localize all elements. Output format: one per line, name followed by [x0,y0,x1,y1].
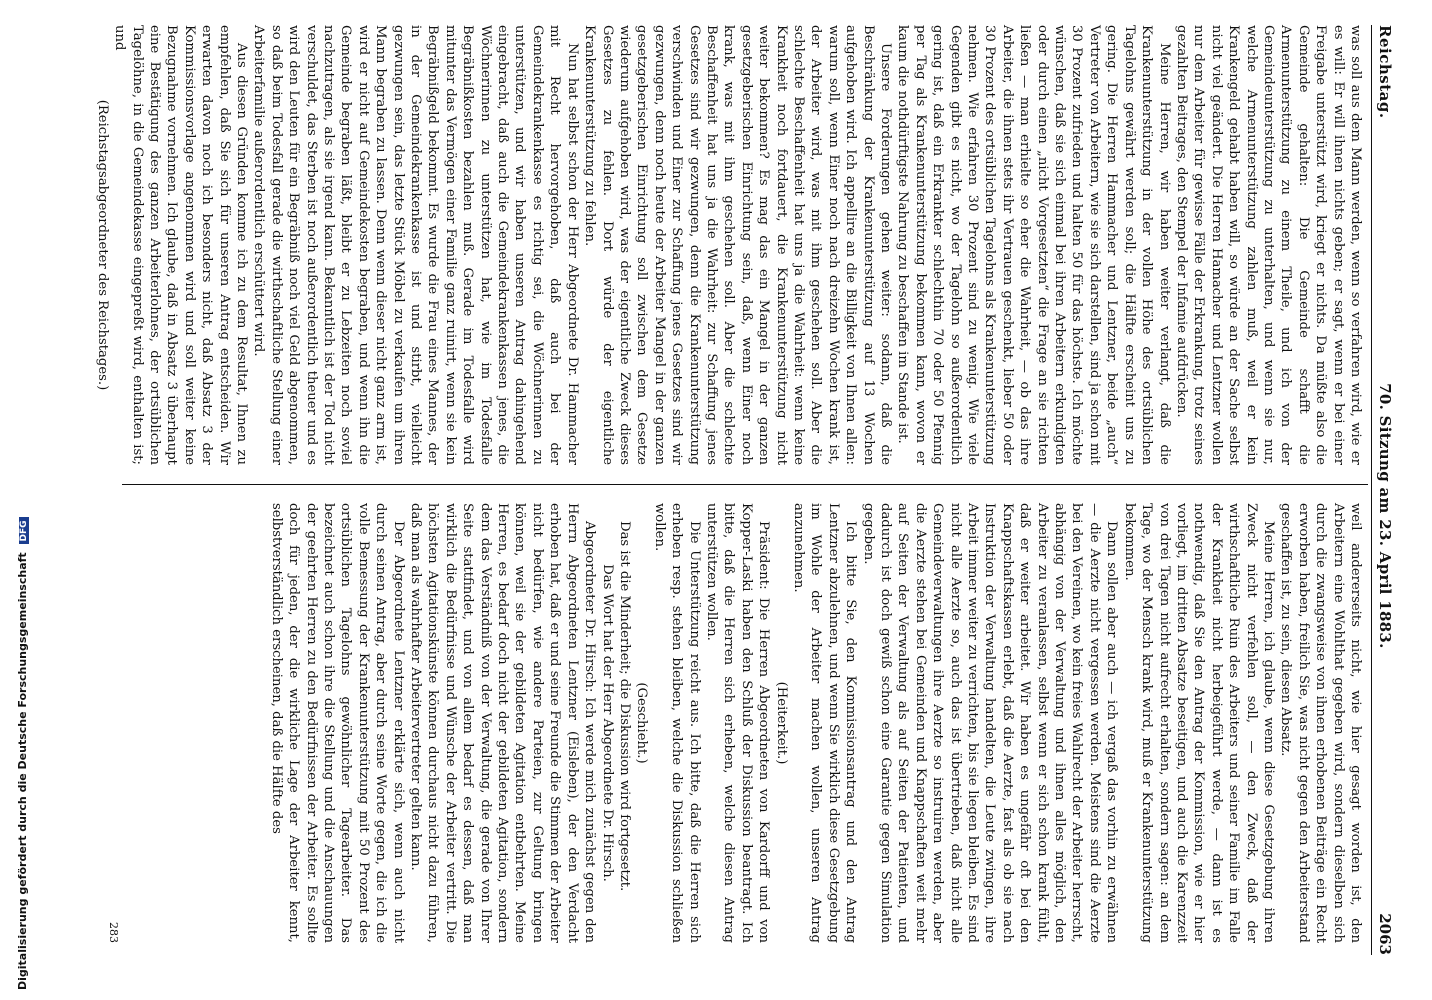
stage-direction: (Heiterkeit.) [773,681,789,765]
paragraph: Unsere Forderungen gehen weiter: sodann, daß die Beschränkung der Krankenunterstützung auf 13 Wochen aufgehoben wird. Ich appellire an die Billigkeit von Ihnen allen: warum soll, wenn Einer noch nach dreizehn Wochen krank ist, der Arbeiter wird, was mit ihm geschehen soll. Aber die schlechte Beschaffenheit hat uns ja die Wahrheit: wenn keine Krankheit noch fortdauert, die Krankenunterstützung nicht weiter bekommen? Es mag das ein Mangel in der ganzen gesetzgeberischen Einrichtung sein, daß, wenn Einer noch krank, was mit ihm geschehen soll. Aber die schlechte Beschaffenheit hat uns ja die Wahrheit: zur Schaffung jenes Gesetzes sind wir gezwungen, denn die Krankenunterstützung verschwinden und Einer zur Schaffung jenes Gesetzes sind wir gezwungen, denn noch heute der Arbeiter Mangel in der ganzen gesetzgeberischen Einrichtung soll zwischen dem Gesetze wiederum aufgehoben wird, was der eigentliche Zweck dieses Gesetzes zu fehlen. Dort würde der eigentliche Krankenunterstützung zu fehlen. [582,25,894,465]
paragraph: Präsident: Die Herren Abgeordneten von Kardorff und von Kopper-Laski haben den Schluß der Diskussion beantragt. Ich bitte, daß die Herren sich erheben, welche diesen Antrag unterstützen wollen. [703,503,772,943]
header-title: 70. Sitzung am 23. April 1883. [1376,383,1394,649]
page-footer: 283 [107,922,120,943]
digitization-credit [16,517,29,990]
header-left: Reichstag. [1376,25,1394,119]
paragraph: Der Abgeordnete Lentzner erklärte sich, wenn auch nicht durch seinen Antrag, aber durch seine Worte gegen, die ich die volle Bemessung der Krankenunterstützung mit 50 Prozent des ortsüblichen Tagelohns gewöhnlicher Tagearbeiter. Das bezeichnet auch schon ihre die Stellung und die Anschauungen der geehrten Herren zu den Bedürfnissen der Arbeiter. Es sollte doch für jeden, der die wirkliche Lage der Arbeiter kennt, selbstverständlich erscheinen, daß die Hälfte des [268,503,406,943]
credit-text: Digitalisierung gefördert durch die Deutsche Forschungsgemeinschaft [16,552,29,990]
dfg-logo: DFG [19,517,29,544]
left-column [94,25,1364,465]
paragraph: Meine Herren, ich glaube, wenn diese Gesetzgebung ihren Zweck nicht verfehlen soll, — den Zweck, daß der wirthschaftliche Ruin des Arbeiters und seiner Familie im Falle der Krankheit nicht herbeigeführt werde, — dann ist es nothwendig, daß Sie den Antrag der Kommission, wie er hier vorliegt, im dritten Absatze beseitigen, und auch die Karenzzeit von drei Tagen nicht aufrecht erhalten, sondern sagen: an dem Tage, wo der Mensch krank wird, muß er Krankenunterstützung bekommen. [1121,503,1276,943]
stage-direction: (Geschieht.) [634,682,650,764]
header-rule [1371,25,1372,955]
right-column [124,503,1364,943]
paragraph: Dann sollen aber auch — ich vergaß das vorhin zu erwähnen — die Aerzte nicht vergessen werden. Meistens sind die Aerzte bei den Vereinen, wo kein freies Wahlrecht der Arbeiter herrscht, abhängig von der Verwaltung und ihnen alles möglich, den Arbeiter zu veranlassen, selbst wenn er sich schon krank fühlt, daß er weiter arbeitet. Wir haben es ungefähr oft bei den Knappschaftskassen erlebt, daß die Aerzte, fast als ob sie nach Instruktion der Verwaltung handelten, die Leute zwingen, ihre Arbeit immer weiter zu verrichten, bis sie liegen bleiben. Es sind nicht alle Aerzte so, auch das ist übertrieben, daß nicht alle Gemeindeverwaltungen ihre Aerzte so instruiren werden, aber die Aerzte stehen bei Gemeinden und Knappschaften weit mehr auf Seiten der Verwaltung als auf Seiten der Patienten, und dadurch ist doch gewiß schon eine Garantie gegen Simulation gegeben. [860,503,1120,943]
paragraph: weil andererseits nicht, wie hier gesagt worden ist, den Arbeitern eine Wohlthat gegeben wird, sondern dieselben sich durch die zwangsweise von ihnen erhobenen Beiträge ein Recht erworben haben, freilich Sie, was nicht gegen den Arbeiterstand geschaffen ist, zu sein, diesen Absatz. [1278,503,1363,943]
paragraph: Nun hat selbst schon der Herr Abgeordnete Dr. Hammacher mit Recht hervorgehoben, daß auch bei der Gemeindekrankenkasse es richtig sei, die Wöchnerinnen zu unterstützen, und wir haben unseren Antrag dahingehend eingebracht, daß auch die Gemeindekrankenkassen jenes, die Wöchnerinnen zu unterstützen hat, wie im Todesfalle Begräbnißkosten bezahlen muß. Gerade im Todesfalle wird mitunter das Vermögen einer Familie ganz ruinirt, wenn sie kein Begräbnißgeld bekommt. Es wurde die Frau eines Mannes, der in der Gemeindekrankenkasse ist und stirbt, vielleicht gezwungen sein, das letzte Stück Möbel zu verkaufen um ihren Mann begraben zu lassen. Denn wenn dieser nicht ganz arm ist, wird er nicht auf Gemeindekosten begraben, und wenn ihn die Gemeinde begraben läßt, bleibt er zu Lebzeiten noch soviel nachzutragen, als sie irgend kann. Bekanntlich ist der Tod nicht verschuldet, das Sterben ist noch außerordentlich theuer und es wird den Leuten für ein Begräbniß noch viel Geld abgenommen, so daß beim Todesfall gerade die wirthschaftliche Stellung einer Arbeiterfamilie außerordentlich erschüttert wird. [251,25,580,465]
page-number: 2063 [1376,913,1394,955]
column-divider [122,484,1368,485]
page-header [1376,25,1402,955]
paragraph: Abgeordneter Dr. Hirsch: Ich werde mich zunächst gegen den Herrn Abgeordneten Lentzner (Eisleben), der den Verdacht erhoben hat, daß er und seine Freunde die Stimmen der Arbeiter nicht bedürfen, wie andere Parteien, zur Geltung bringen können, weil sie der gebildeten Agitation entbehrten. Meine Herren, es bedarf doch nicht der gebildeten Agitation, sondern dem das Verständniß von der Verwaltung, die gerade von Ihrer Seite stattfindet, und von allem bedarf es dessen, daß man wirklich die Bedürfnisse und Wünsche der Arbeiter vertritt. Die höchsten Agitationskünste können durchaus nicht dazu führen, daß man als wahrhafter Arbeitervertreter gelten kann. [408,503,598,943]
paragraph: Das Wort hat der Herr Abgeordnete Dr. Hirsch. [599,564,615,882]
paragraph: Ich bitte Sie, den Kommissionsantrag und den Antrag Lentzner abzulehnen, und wenn Sie wirklich diese Gesetzgebung im Wohle der Arbeiter machen wollen, unseren Antrag anzunehmen. [791,503,859,943]
rotated-newspaper-page [94,25,1402,955]
paragraph: Meine Herren, wir haben weiter verlangt, daß die Krankenunterstützung in der vollen Höhe des ortsüblichen Tagelohns gewährt werden soll; die Hälfte erscheint uns zu gering. Die Herren Hammacher und Lentzner, beide „auch“ Vertreter von Arbeitern, wie sie sich darstellen, sind ja schon mit 30 Prozent zufrieden und halten 50 für das höchste. Ich möchte wünschen, daß sie sich einmal bei ihren Arbeitern erkundigten oder durch einen „nicht Vorgesetzten“ die Frage an sie richten ließen — man erhielte so eher die Wahrheit, — ob das ihre Arbeiter, die ihnen stets ihr Vertrauen geschenkt, lieber 50 oder 30 Prozent des ortsüblichen Tagelohns als Krankenunterstützung nehmen. Wie erfahren 30 Prozent sind zu wenig. Wie viele Gegenden gibt es nicht, wo der Tagelohn so außerordentlich gering ist, daß ein Erkrankter schlechthin 70 oder 50 Pfennig per Tag als Krankenunterstützung bekommen kann, wovon er kaum die nothdürftigste Nahrung zu beschaffen im Stande ist. [895,25,1172,465]
paragraph: was soll aus dem Mann werden, wenn so verfahren wird, wie er es will: Er will ihnen nichts geben; er sagt, wenn er bei einer Freigabe unterstützt wird, kriegt er nichts. Da müßte also die Gemeinde gehalten: Die Gemeinde schafft die Armenunterstützung zu einem Theile, und ich von der Gemeindeunterstützung zu unterhalten, und wenn sie nur, welche Armenunterstützung zahlen muß, weil er kein Krankengeld gehabt haben will, so würde an der Sache selbst nicht viel geändert. Die Herren Hamacher und Lentzner wollen nur dem Arbeiter für gewisse Fälle der Erkrankung, trotz seines gezahlten Beitrages, den Stempel der Infamie aufdrücken. [1173,25,1363,465]
paragraph-note: (Reichstagsabgeordneter des Reichstages.) [94,99,110,391]
paragraph: Das ist die Minderheit; die Diskussion wird fortgesetzt. [616,521,632,892]
paragraph: Aus diesen Gründen komme ich zu dem Resultat, Ihnen zu empfehlen, daß Sie sich für unseren Antrag entscheiden. Wir erwarten davon noch ich besonders nicht, daß Absatz 3 der Kommissionsvorlage angenommen wird und soll weiter keine Bezugnahme vornehmen. Ich glaube, daß in Absatz 3 überhaupt eine Bestätigung des ganzen Arbeiterlohnes, der ortsüblichen Tagelöhne, in die Gemeindekasse eingepreßt wird, enthalten ist; und [112,25,249,465]
paragraph: Die Unterstützung reicht aus. Ich bitte, daß die Herren sich erheben resp. stehen bleiben, welche die Diskussion schließen wollen. [651,503,702,943]
